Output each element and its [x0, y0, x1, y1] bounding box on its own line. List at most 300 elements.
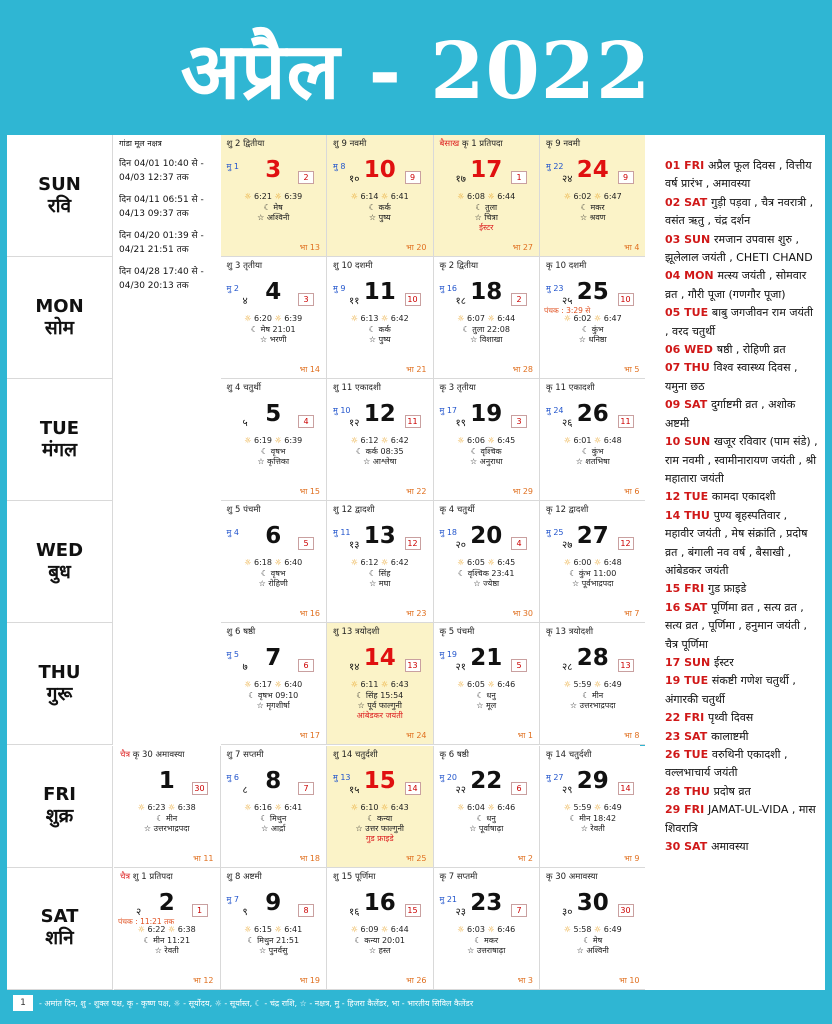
hijri-date: मु 24 [546, 406, 564, 416]
indian-civil-date: भा 20 [406, 243, 427, 253]
gandmool-nakshatra-box [113, 135, 220, 735]
hindi-date: १५ [349, 784, 360, 796]
amant-day-box: 12 [405, 537, 421, 550]
sun-icon: ☼ [137, 802, 145, 812]
amant-day-box: 6 [298, 659, 314, 672]
amant-day-box: 10 [618, 293, 634, 306]
date-number: 28 [576, 645, 609, 672]
sun-icon: ☼ [457, 558, 465, 568]
tithi-label: शु 11 एकादशी [333, 383, 381, 394]
event-item [665, 654, 819, 672]
event-item [665, 304, 819, 341]
moon-rashi: ☾ धनु [476, 813, 496, 823]
moon-rashi: ☾ वृश्चिक [470, 447, 502, 457]
sunset-icon: ☼ [487, 192, 495, 201]
hindi-date: ३० [562, 906, 573, 918]
event-text: कालाष्टमी [711, 729, 749, 743]
event-item [665, 580, 819, 598]
amant-day-box: 9 [618, 171, 634, 184]
sunset-icon: ☼ [594, 924, 602, 934]
day-name-hi: मंगल [42, 438, 77, 461]
tithi-label: कृ 13 त्रयोदशी [546, 627, 594, 638]
event-date: 30 SAT [665, 840, 712, 854]
date-cell[interactable] [221, 501, 328, 623]
event-text: बाबु जगजीवन राम जयंती , वरद चतुर्थी [665, 306, 813, 338]
date-cell[interactable] [540, 623, 647, 745]
nakshatra: ☆ चित्रा [474, 213, 498, 222]
indian-civil-date: भा 23 [406, 609, 427, 619]
tithi-label: कृ 30 अमावस्या [546, 871, 598, 882]
event-item [665, 507, 819, 581]
amant-day-box: 10 [405, 293, 421, 306]
tithi-label: कृ 12 द्वादशी [546, 505, 589, 516]
panchak-note: पंचक : 11:21 तक [118, 916, 175, 926]
sun-icon: ☼ [244, 802, 252, 812]
event-text: ईस्टर [714, 655, 734, 669]
sun-icon: ☼ [244, 680, 252, 690]
sunrise-sunset: ☼ 6:12 ☼ 6:42 [350, 436, 409, 446]
sunset-icon: ☼ [274, 436, 282, 446]
day-label-mon [7, 257, 113, 379]
event-text: प्रदोष व्रत [713, 784, 751, 798]
indian-civil-date: भा 9 [624, 853, 640, 863]
indian-civil-date: भा 14 [299, 365, 320, 375]
moon-rashi: ☾ मीन [582, 691, 604, 701]
amant-day-box: 4 [511, 537, 527, 550]
event-text: अप्रैल फूल दिवस , वित्तीय वर्ष प्रारंभ , अमावस्या [665, 159, 812, 191]
date-cell[interactable] [434, 746, 541, 868]
moon-rashi: ☾ मीन 18:42 [569, 813, 617, 823]
sunrise-sunset: ☼ 6:05 ☼ 6:45 [457, 558, 516, 568]
sunset-icon: ☼ [274, 192, 282, 201]
tithi-label: शु 15 पूर्णिमा [333, 871, 376, 882]
nakshatra: ☆ शतभिषा [575, 457, 610, 467]
tithi-label: शु 9 नवमी [333, 139, 367, 149]
nakshatra: ☆ अनुराधा [469, 457, 503, 467]
tithi-label: कृ 5 पंचमी [439, 627, 475, 638]
indian-civil-date: भा 8 [624, 731, 640, 741]
day-label-thu [7, 623, 113, 745]
moon-rashi: ☾ कर्क [368, 203, 391, 212]
sunset-icon: ☼ [274, 680, 282, 690]
event-item [665, 194, 819, 231]
indian-civil-date: भा 3 [517, 975, 533, 985]
event-item [665, 359, 819, 396]
event-item [665, 838, 819, 856]
indian-civil-date: भा 7 [624, 609, 640, 619]
hindi-date: २३ [455, 906, 466, 918]
sunset-icon: ☼ [381, 802, 389, 812]
date-number: 9 [265, 889, 282, 916]
sunrise-sunset: ☼ 6:06 ☼ 6:45 [457, 436, 516, 446]
date-cell[interactable] [434, 501, 541, 623]
sunset-icon: ☼ [274, 314, 282, 324]
events-list [645, 135, 825, 990]
nakshatra: ☆ उत्तर फाल्गुनी [355, 823, 404, 833]
sunrise-sunset: ☼ 6:04 ☼ 6:46 [457, 802, 516, 812]
sun-icon: ☼ [244, 924, 252, 934]
page-title: अप्रैल - 2022 [180, 25, 652, 117]
hijri-date: मु 7 [226, 894, 239, 904]
moon-rashi: ☾ कुंभ [582, 325, 604, 335]
date-number: 19 [470, 401, 503, 428]
day-name-en: FRI [43, 784, 76, 806]
date-number: 15 [363, 767, 396, 794]
event-text: गुड़ी पड़वा , चैत्र नवरात्री , वसंत ऋतु , चंद्र दर्शन [665, 195, 814, 228]
sunrise-sunset: ☼ 5:58 ☼ 6:49 [563, 924, 622, 934]
hindi-date: ९ [242, 906, 248, 918]
event-item [665, 396, 819, 433]
event-date: 06 WED [665, 343, 717, 357]
amant-day-box: 11 [618, 415, 634, 428]
sunrise-sunset: ☼ 6:01 ☼ 6:48 [563, 436, 622, 446]
indian-civil-date: भा 6 [624, 487, 640, 497]
date-cell[interactable] [434, 135, 541, 257]
event-text: संकष्टी गणेश चतुर्थी , अंगारकी चतुर्थी [665, 674, 796, 706]
sunset-icon: ☼ [381, 192, 389, 201]
event-text: रमजान उपवास शुरु , झूलेलाल जयंती , CHETI CHAND [665, 232, 813, 265]
sunset-icon: ☼ [487, 314, 495, 324]
tithi-label: कृ 7 सप्तमी [439, 871, 478, 882]
nakshatra: ☆ भरणी [260, 335, 287, 345]
indian-civil-date: भा 22 [406, 487, 427, 497]
sun-icon: ☼ [350, 802, 358, 812]
amant-day-box: 5 [511, 659, 527, 672]
indian-civil-date: भा 24 [406, 731, 427, 741]
amant-day-box: 5 [298, 537, 314, 550]
sunset-icon: ☼ [381, 924, 389, 934]
amant-day-box: 8 [298, 904, 314, 917]
event-date: 01 FRI [665, 159, 709, 172]
sunrise-sunset: ☼ 6:03 ☼ 6:46 [457, 924, 516, 934]
hindi-date: २२ [455, 784, 466, 796]
sunset-icon: ☼ [274, 558, 282, 568]
nakshatra: ☆ रोहिणी [258, 579, 288, 589]
event-date: 17 SUN [665, 655, 715, 669]
date-cell[interactable] [221, 746, 328, 868]
indian-civil-date: भा 11 [193, 853, 214, 863]
moon-rashi: ☾ धनु [476, 691, 496, 701]
tithi-label: कृ 14 चतुर्दशी [546, 749, 592, 760]
sunrise-sunset: ☼ 6:17 ☼ 6:40 [244, 680, 303, 690]
amant-day-box: 15 [405, 904, 421, 917]
date-number: 3 [265, 157, 282, 183]
event-item [665, 728, 819, 746]
amant-day-box: 14 [618, 782, 634, 795]
hijri-date: मु 16 [439, 284, 458, 294]
moon-rashi: ☾ मेष [263, 203, 283, 212]
sunset-icon: ☼ [487, 680, 495, 690]
event-item [665, 672, 819, 709]
sun-icon: ☼ [457, 802, 465, 812]
tithi-label: शु 5 पंचमी [226, 505, 261, 516]
sun-icon: ☼ [350, 314, 358, 324]
sunrise-sunset: ☼ 6:09 ☼ 6:44 [350, 924, 409, 934]
day-label-tue [7, 379, 113, 501]
moon-rashi: ☾ सिंह [369, 569, 391, 579]
sunset-icon: ☼ [594, 192, 602, 201]
day-name-hi: गुरू [46, 682, 73, 705]
day-name-en: WED [35, 539, 84, 561]
indian-civil-date: भा 15 [299, 487, 320, 497]
sun-icon: ☼ [244, 436, 252, 446]
date-number: 10 [363, 157, 396, 183]
date-cell[interactable] [434, 379, 541, 501]
tithi-label: कृ 11 एकादशी [546, 383, 595, 394]
date-cell[interactable] [540, 135, 647, 257]
hindi-date: २७ [562, 540, 573, 552]
indian-civil-date: भा 16 [299, 609, 320, 619]
sun-icon: ☼ [563, 802, 571, 812]
day-label-sat [7, 868, 113, 990]
date-cell[interactable] [221, 868, 328, 990]
sun-icon: ☼ [563, 314, 571, 324]
amant-day-box: 30 [618, 904, 634, 917]
date-number: 1 [158, 767, 175, 794]
moon-rashi: ☾ वृषभ [261, 447, 286, 457]
hijri-date: मु 6 [226, 772, 239, 782]
sunrise-sunset: ☼ 6:05 ☼ 6:46 [457, 680, 516, 690]
hindi-date: २० [455, 540, 466, 552]
festival-label: ईस्टर [479, 223, 494, 232]
event-text: पुण्य बृहस्पतिवार , महावीर जयंती , मेष संक्रांति , प्रदोष व्रत , बंगाली नव वर्ष , बैसाखी , आंबेडकर जयंती [665, 508, 808, 577]
gandmool-entry: दिन 04/11 06:51 से - 04/13 09:37 तक [119, 195, 204, 219]
hindi-date: २९ [562, 784, 573, 796]
date-cell[interactable] [221, 623, 328, 745]
event-date: 05 TUE [665, 306, 712, 320]
sun-icon: ☼ [563, 680, 571, 690]
tithi-label: शु 13 त्रयोदशी [333, 627, 380, 638]
nakshatra: ☆ पुष्य [368, 335, 391, 345]
event-date: 23 SAT [665, 729, 712, 743]
moon-rashi: ☾ कर्क 08:35 [355, 447, 404, 457]
date-number: 2 [158, 889, 175, 916]
date-cell[interactable] [327, 501, 434, 623]
date-cell[interactable] [327, 868, 434, 990]
nakshatra: ☆ पूर्वाषाढ़ा [469, 823, 504, 833]
sunset-icon: ☼ [594, 802, 602, 812]
sun-icon: ☼ [457, 314, 465, 324]
hijri-date: मु 23 [546, 284, 564, 294]
sunrise-sunset: ☼ 6:22 ☼ 6:38 [137, 924, 196, 934]
sunrise-sunset: ☼ 6:21 ☼ 6:39 [244, 192, 303, 201]
moon-rashi: ☾ तुला [475, 203, 498, 212]
sunset-icon: ☼ [381, 436, 389, 446]
date-cell[interactable] [540, 746, 647, 868]
day-name-hi: रवि [47, 194, 72, 217]
date-cell[interactable] [221, 135, 328, 257]
tithi-label: कृ 6 षष्ठी [439, 749, 469, 760]
event-date: 26 TUE [665, 748, 712, 761]
day-label-wed [7, 501, 113, 623]
event-date: 03 SUN [665, 232, 715, 246]
panchak-note: पंचक : 3:29 से [544, 306, 591, 316]
event-date: 29 FRI [665, 803, 709, 817]
amant-day-box: 9 [405, 171, 421, 184]
date-cell[interactable] [327, 257, 434, 379]
event-text: षष्ठी , रोहिणी व्रत [716, 343, 786, 357]
moon-rashi: ☾ वृषभ 09:10 [248, 691, 299, 701]
nakshatra: ☆ मूल [476, 701, 497, 711]
tithi-label: शु 6 षष्ठी [226, 627, 256, 638]
day-name-en: SUN [38, 173, 81, 195]
hijri-date: मु 9 [333, 284, 346, 294]
hijri-date: मु 20 [439, 772, 458, 782]
hijri-date: मु 10 [333, 406, 351, 416]
sun-icon: ☼ [457, 680, 465, 690]
nakshatra: ☆ रेवती [154, 945, 179, 955]
sunset-icon: ☼ [168, 802, 176, 812]
date-cell[interactable] [434, 257, 541, 379]
day-name-hi: शनि [45, 927, 74, 950]
day-name-hi: बुध [48, 560, 71, 583]
amant-day-box: 3 [511, 415, 527, 428]
event-text: अमावस्या [711, 840, 749, 854]
hindi-date: १७ [455, 174, 466, 185]
event-date: 04 MON [665, 269, 718, 283]
sunrise-sunset: ☼ 5:59 ☼ 6:49 [563, 680, 622, 690]
amant-day-box: 1 [192, 904, 208, 917]
date-number: 30 [576, 889, 609, 916]
hindi-date: १९ [455, 418, 466, 430]
amant-day-box: 12 [618, 537, 634, 550]
date-cell[interactable] [114, 868, 221, 990]
event-text: पूर्णिमा व्रत , सत्य व्रत , सत्य व्रत , पूर्णिमा , हनुमान जयंती , चैत्र पूर्णिमा [665, 600, 807, 651]
moon-rashi: ☾ मीन [156, 813, 178, 823]
legend-bar [7, 992, 825, 1014]
sunrise-sunset: ☼ 6:16 ☼ 6:41 [244, 802, 303, 812]
date-number: 21 [470, 645, 503, 672]
nakshatra: ☆ अश्विनी [257, 213, 290, 222]
date-cell[interactable] [540, 379, 647, 501]
gandmool-entry: दिन 04/01 10:40 से - 04/03 12:37 तक [119, 159, 204, 183]
legend-text: - अमांत दिन, शु - शुक्ल पक्ष, कृ - कृष्ण पक्ष, ☼ - सूर्योदय, ☼ - सूर्यास्त, ☾ - चंद्र राशि, ☆ - नक्षत्र, मु - हिजरा कैलेंडर, भा - भारतीय सिविल कैलेंडर [39, 998, 474, 1008]
sunrise-sunset: ☼ 6:00 ☼ 6:48 [563, 558, 622, 568]
date-cell[interactable] [327, 135, 434, 257]
amant-day-box: 7 [511, 904, 527, 917]
nakshatra: ☆ पूर्वभाद्रपदा [571, 579, 614, 589]
sunrise-sunset: ☼ 5:59 ☼ 6:49 [563, 802, 622, 812]
tithi-label: कृ 2 द्वितीया [439, 261, 479, 272]
festival-label: आंबेडकर जयंती [356, 711, 403, 721]
date-number: 16 [363, 889, 396, 916]
moon-rashi: ☾ कन्या 20:01 [354, 935, 406, 945]
date-cell[interactable] [114, 746, 221, 868]
sun-icon: ☼ [457, 192, 465, 201]
hindi-date: ७ [242, 662, 248, 674]
tithi-label: चैत्र शु 1 प्रतिपदा [120, 871, 173, 882]
event-date: 14 THU [665, 508, 714, 522]
date-cell[interactable] [540, 501, 647, 623]
indian-civil-date: भा 13 [299, 243, 320, 253]
sunset-icon: ☼ [487, 802, 495, 812]
date-cell[interactable] [540, 868, 647, 990]
moon-rashi: ☾ मिथुन 21:51 [247, 935, 300, 945]
hijri-date: मु 25 [546, 528, 564, 538]
date-cell[interactable] [221, 257, 328, 379]
sun-icon: ☼ [350, 558, 358, 568]
nakshatra: ☆ पूर्व फाल्गुनी [357, 701, 402, 711]
hijri-date: मु 27 [546, 772, 564, 782]
date-cell[interactable] [327, 379, 434, 501]
nakshatra: ☆ धनिष्ठा [578, 335, 607, 345]
sunset-icon: ☼ [381, 314, 389, 324]
day-name-en: SAT [40, 906, 79, 928]
amant-day-box: 2 [298, 171, 314, 184]
date-cell[interactable] [434, 623, 541, 745]
date-number: 6 [265, 523, 282, 550]
sun-icon: ☼ [244, 558, 252, 568]
hindi-date: २४ [562, 174, 573, 185]
tithi-label: शु 2 द्वितीया [226, 139, 265, 149]
day-label-fri [7, 746, 113, 868]
sunrise-sunset: ☼ 6:12 ☼ 6:42 [350, 558, 409, 568]
hijri-date: मु 18 [439, 528, 458, 538]
amant-day-box: 1 [511, 171, 527, 184]
event-text: JAMAT-UL-VIDA , मास शिवरात्रि [665, 803, 816, 835]
event-date: 28 THU [665, 784, 714, 798]
page-number: 1 [13, 995, 33, 1011]
sunset-icon: ☼ [594, 314, 602, 324]
date-cell[interactable] [221, 379, 328, 501]
sunrise-sunset: ☼ 6:20 ☼ 6:39 [244, 314, 303, 324]
indian-civil-date: भा 5 [624, 365, 640, 375]
nakshatra: ☆ कृत्तिका [257, 457, 290, 467]
event-item [665, 231, 819, 268]
gandmool-entry: दिन 04/28 17:40 से - 04/30 20:13 तक [119, 267, 204, 291]
tithi-label: कृ 4 चतुर्थी [439, 505, 475, 516]
amant-day-box: 2 [511, 293, 527, 306]
nakshatra: ☆ पुष्य [368, 213, 391, 222]
event-item [665, 801, 819, 838]
hindi-date: १० [349, 174, 360, 185]
day-name-en: MON [35, 295, 84, 317]
date-number: 23 [470, 889, 503, 916]
hijri-date: मु 4 [226, 528, 239, 538]
sun-icon: ☼ [563, 558, 571, 568]
nakshatra: ☆ उत्तरभाद्रपदा [143, 823, 190, 833]
nakshatra: ☆ उत्तराषाढ़ा [467, 945, 506, 955]
moon-rashi: ☾ कुंभ 11:00 [569, 569, 617, 579]
indian-civil-date: भा 27 [512, 243, 533, 253]
sun-icon: ☼ [563, 436, 571, 446]
tithi-label: शु 10 दशमी [333, 261, 373, 272]
event-date: 15 FRI [665, 582, 709, 596]
nakshatra: ☆ विशाखा [470, 335, 503, 345]
indian-civil-date: भा 1 [517, 731, 533, 741]
event-date: 07 THU [665, 361, 714, 375]
day-name-hi: शुक्र [45, 805, 74, 828]
sunset-icon: ☼ [594, 558, 602, 568]
event-item [665, 157, 819, 194]
sunrise-sunset: ☼ 6:15 ☼ 6:41 [244, 924, 303, 934]
date-cell[interactable] [434, 868, 541, 990]
hindi-date: ८ [242, 784, 248, 796]
date-number: 11 [363, 279, 396, 306]
nakshatra: ☆ ज्येष्ठा [473, 579, 500, 589]
date-cell[interactable] [327, 746, 434, 868]
date-number: 13 [363, 523, 396, 550]
sunrise-sunset: ☼ 6:18 ☼ 6:40 [244, 558, 303, 568]
date-cell[interactable] [540, 257, 647, 379]
date-cell[interactable] [327, 623, 434, 745]
hindi-date: ४ [242, 296, 248, 308]
tithi-label: शु 3 तृतीया [226, 261, 263, 272]
hindi-date: २१ [455, 662, 466, 674]
sun-icon: ☼ [350, 192, 358, 201]
hindi-date: १४ [349, 662, 360, 674]
event-item [665, 341, 819, 359]
